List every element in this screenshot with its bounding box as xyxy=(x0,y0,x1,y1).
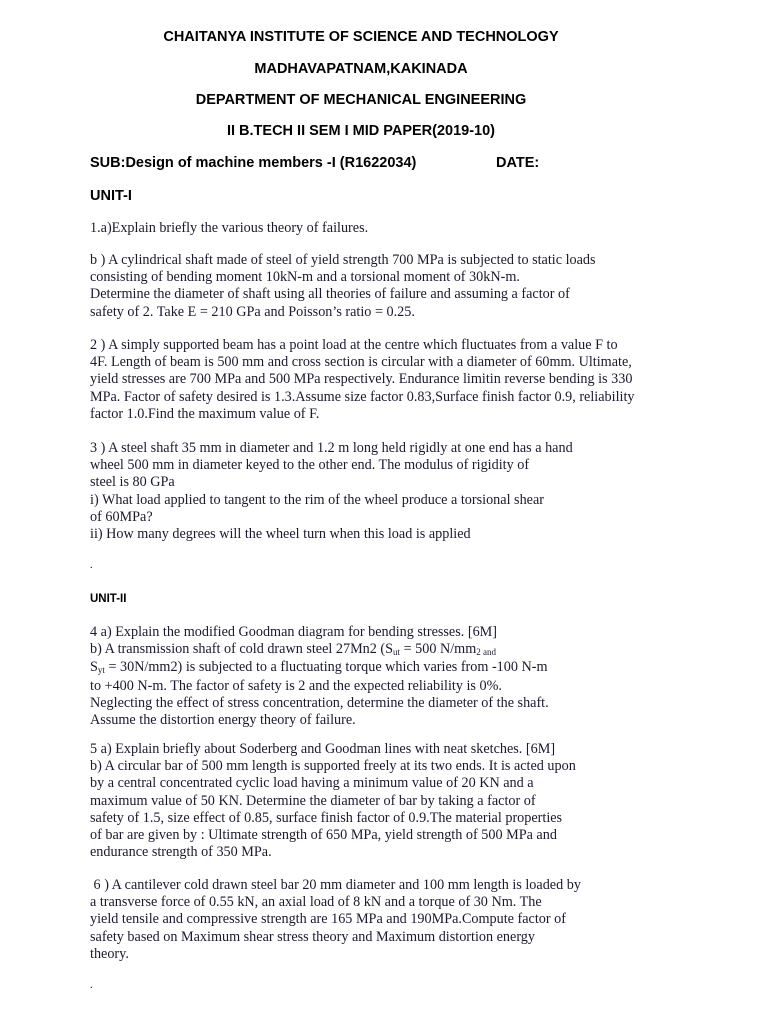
question-line: safety of 1.5, size effect of 0.85, surface finish factor of 0.9.The material properties xyxy=(90,809,563,826)
question-line: to +400 N-m. The factor of safety is 2 and the expected reliability is 0%. xyxy=(90,677,502,694)
question-line: b ) A cylindrical shaft made of steel of yield strength 700 MPa is subjected to static loads xyxy=(90,252,596,268)
question-2 xyxy=(90,337,635,423)
question-4 xyxy=(90,624,549,729)
department-name: DEPARTMENT OF MECHANICAL ENGINEERING xyxy=(195,92,527,108)
question-line: 4F. Length of beam is 500 mm and cross section is circular with a diameter of 60mm. Ultimate, xyxy=(90,354,632,371)
date-label: DATE: xyxy=(496,155,540,171)
question-line: steel is 80 GPa xyxy=(90,474,175,491)
institute-location: MADHAVAPATNAM,KAKINADA xyxy=(254,61,468,77)
question-6 xyxy=(90,877,581,963)
question-line: safety of 2. Take E = 210 GPa and Poisson’s ratio = 0.25. xyxy=(90,303,415,320)
question-line: of 60MPa? xyxy=(90,508,153,525)
question-3 xyxy=(90,440,573,543)
question-1b xyxy=(90,252,596,321)
question-line: b) A transmission shaft of cold drawn steel 27Mn2 ($S_{ut} = 500$ $N/mm_{2 and}$ xyxy=(90,641,496,658)
question-line: i) What load applied to tangent to the rim of the wheel produce a torsional shear xyxy=(90,491,544,508)
question-line: maximum value of 50 KN. Determine the diameter of bar by taking a factor of xyxy=(90,792,536,809)
question-1a xyxy=(90,220,368,237)
question-line: yield stresses are 700 MPa and 500 MPa respectively. Endurance limitin reverse bending is 330 xyxy=(90,371,633,388)
question-line: 1.a)Explain briefly the various theory of failures. xyxy=(90,220,369,236)
question-line: a transverse force of 0.55 kN, an axial load of 8 kN and a torque of 30 Nm. The xyxy=(90,894,542,911)
question-line: ii) How many degrees will the wheel turn when this load is applied xyxy=(90,526,471,543)
subject-line: SUB:Design of machine members -I (R1622034) xyxy=(90,155,417,171)
question-line: 5 a) Explain briefly about Soderberg and Goodman lines with neat sketches. [6M] xyxy=(90,741,556,757)
separator-dot: . xyxy=(90,980,93,991)
institute-name: CHAITANYA INSTITUTE OF SCIENCE AND TECHNOLOGY xyxy=(163,29,559,45)
unit-2-heading: UNIT-II xyxy=(90,593,127,605)
question-5 xyxy=(90,741,576,861)
question-line: b) A circular bar of 500 mm length is supported freely at its two ends. It is acted upon xyxy=(90,758,576,775)
question-line: endurance strength of 350 MPa. xyxy=(90,844,272,861)
question-line: $S_{yt} = 30N/mm2$) is subjected to a fluctuating torque which varies from -100 N-m xyxy=(90,659,548,676)
question-line: safety based on Maximum shear stress theory and Maximum distortion energy xyxy=(90,928,535,945)
question-line: by a central concentrated cyclic load having a minimum value of 20 KN and a xyxy=(90,775,534,792)
question-line: theory. xyxy=(90,945,129,962)
question-line: yield tensile and compressive strength are 165 MPa and 190MPa.Compute factor of xyxy=(90,911,566,928)
separator-dot: . xyxy=(90,560,93,571)
question-line: MPa. Factor of safety desired is 1.3.Assume size factor 0.83,Surface finish factor 0.9, reliability xyxy=(90,388,635,405)
unit-1-heading: UNIT-I xyxy=(90,188,132,204)
question-line: 3 ) A steel shaft 35 mm in diameter and 1.2 m long held rigidly at one end has a hand xyxy=(90,440,573,456)
question-line: 2 ) A simply supported beam has a point load at the centre which fluctuates from a value F to xyxy=(90,337,618,353)
question-line: Neglecting the effect of stress concentration, determine the diameter of the shaft. xyxy=(90,694,549,711)
question-line: factor 1.0.Find the maximum value of F. xyxy=(90,405,320,422)
question-line: Assume the distortion energy theory of failure. xyxy=(90,712,356,729)
question-line: of bar are given by : Ultimate strength of 650 MPa, yield strength of 500 MPa and xyxy=(90,827,557,844)
question-line: wheel 500 mm in diameter keyed to the other end. The modulus of rigidity of xyxy=(90,457,530,474)
question-line: 6 ) A cantilever cold drawn steel bar 20 mm diameter and 100 mm length is loaded by xyxy=(90,877,581,893)
exam-title: II B.TECH II SEM I MID PAPER(2019-10) xyxy=(226,123,496,139)
question-line: Determine the diameter of shaft using all theories of failure and assuming a factor of xyxy=(90,286,570,303)
question-line: consisting of bending moment 10kN-m and a torsional moment of 30kN-m. xyxy=(90,269,520,286)
question-line: 4 a) Explain the modified Goodman diagram for bending stresses. [6M] xyxy=(90,624,498,640)
